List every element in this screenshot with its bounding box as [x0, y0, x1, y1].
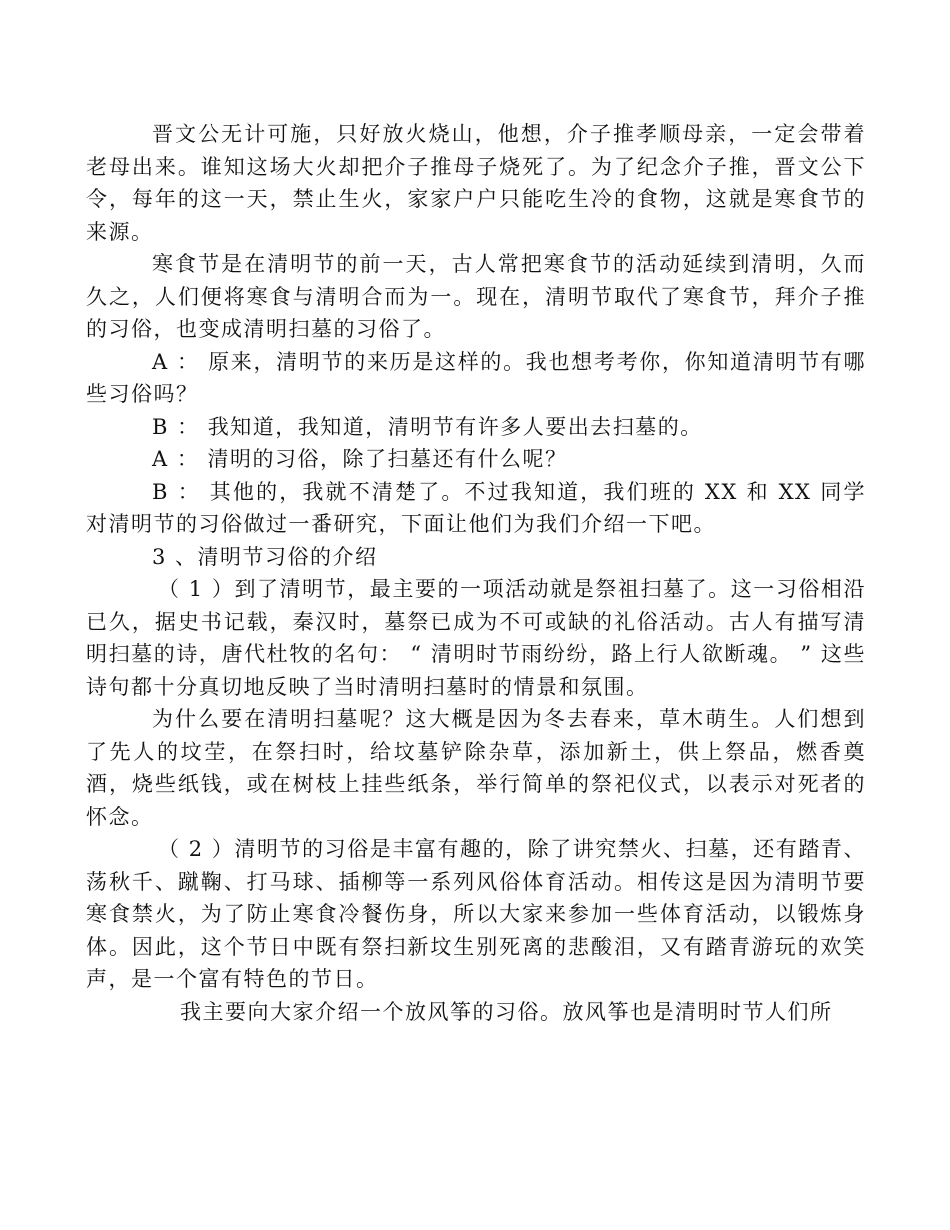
paragraph-custom-2: （ 2 ）清明节的习俗是丰富有趣的，除了讲究禁火、扫墓，还有踏青、荡秋千、蹴鞠、打马球、插柳等一系列风俗体育活动。相传这是因为清明节要寒食禁火，为了防止寒食冷餐伤身，所以大家来参加一些体育活动，以锻炼身体。因此，这个节日中既有祭扫新坟生别死离的悲酸泪，又有踏青游玩的欢笑声，是一个富有特色的节日。: [86, 837, 866, 991]
document-body: [86, 118, 866, 1028]
dialogue-b-introduce: B ： 其他的，我就不清楚了。不过我知道，我们班的 XX 和 XX 同学对清明节的习俗做过一番研究，下面让他们为我们介绍一下吧。: [86, 479, 866, 536]
paragraph-why-sweep: 为什么要在清明扫墓呢？这大概是因为冬去春来，草木萌生。人们想到了先人的坟茔，在祭扫时，给坟墓铲除杂草，添加新土，供上祭品，燃香奠酒，烧些纸钱，或在树枝上挂些纸条，举行简单的祭祀仪式，以表示对死者的怀念。: [86, 707, 866, 829]
dialogue-a-followup: A ： 清明的习俗，除了扫墓还有什么呢？: [152, 447, 568, 471]
paragraph-kite: 我主要向大家介绍一个放风筝的习俗。放风筝也是清明时节人们所: [180, 999, 833, 1024]
dialogue-a-question: A ： 原来，清明节的来历是这样的。我也想考考你，你知道清明节有哪些习俗吗？: [86, 349, 866, 406]
paragraph-custom-1: （ 1 ）到了清明节，最主要的一项活动就是祭祖扫墓了。这一习俗相沿已久，据史书记载，秦汉时，墓祭已成为不可或缺的礼俗活动。古人有描写清明扫墓的诗，唐代杜牧的名句： “ 清明时节雨纷纷，路上行人欲断魂。 ” 这些诗句都十分真切地反映了当时清明扫墓时的情景和氛围。: [86, 577, 866, 699]
paragraph-hanshi-festival: 寒食节是在清明节的前一天，古人常把寒食节的活动延续到清明，久而久之，人们便将寒食与清明合而为一。现在，清明节取代了寒食节，拜介子推的习俗，也变成清明扫墓的习俗了。: [86, 252, 866, 341]
section-heading-customs: 3 、清明节习俗的介绍: [152, 544, 378, 569]
dialogue-b-answer: B ： 我知道，我知道，清明节有许多人要出去扫墓的。: [152, 414, 703, 439]
paragraph-jin-wengong: 晋文公无计可施，只好放火烧山，他想，介子推孝顺母亲，一定会带着老母出来。谁知这场大火却把介子推母子烧死了。为了纪念介子推，晋文公下令，每年的这一天，禁止生火，家家户户只能吃生冷的食物，这就是寒食节的来源。: [86, 122, 866, 244]
